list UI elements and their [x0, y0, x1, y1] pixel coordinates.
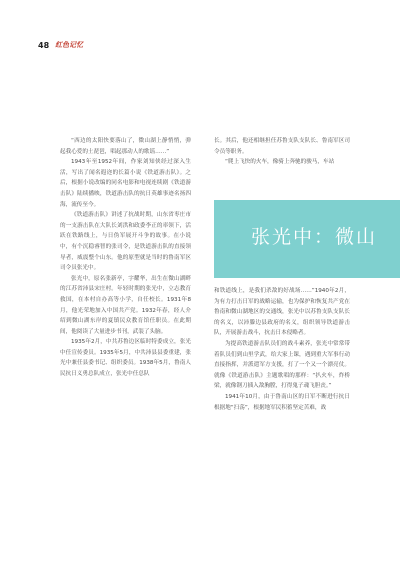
paragraph: 为提高铁道游击队员们的战斗素养，张光中常常带着队员们到山里学武，给大家上课，遇到重大军事行动直接指挥，并派遣军方支援，打了一个又一个漂亮仗。就像《铁道游击队》主题歌唱的那样：“扒火车，炸桥梁，就像钢刀插入敌胸膛，打得鬼子魂飞胆丧。”	[214, 340, 350, 390]
page-number: 48	[38, 40, 50, 50]
right-text-column-bottom	[214, 286, 350, 413]
paragraph: “西边的太阳快要落山了，微山湖上静悄悄，弹起我心爱的土琵琶，唱起那动人的歌谣……”	[60, 138, 191, 155]
paragraph: 1943年至1952年间，作家刘知侠经过深入生活，写出了闻名遐迩的长篇小说《铁道游击队》。之后，根据小说改编的同名电影和电视连续剧《铁道游击队》陆续播映，铁道游击队的抗日英雄事迹名扬四海，流传至今。	[60, 159, 191, 208]
paragraph: 《铁道游击队》讲述了抗战时期，山东省枣庄市的一支游击队在大队长刘洪和政委李正的率领下，活跃在铁路线上，与日伪军展开斗争的故事。在小说中，有个沉稳睿智的张司令，是铁道游击队的直接领导者，威震整个山东。他的原型就是当时的鲁南军区司令员张光中。	[60, 212, 191, 272]
page-header	[38, 39, 83, 51]
article-title-banner	[214, 200, 400, 278]
paragraph: “爬上飞快的火车，像骑上奔驰的骏马，车站	[225, 159, 335, 166]
paragraph: 1935年2月，中共苏鲁边区临时特委成立，张光中任宣传委员。1935年5月，中共沛县县委重建，张光中兼任县委书记、组织委员。1938年5月，鲁南人民抗日义勇总队成立，张光中任总队	[60, 339, 191, 378]
paragraph: 1941年10月，由于鲁南山区的日军不断进行抗日根据地“扫荡”，根据地军民积蓄坚定苦难，战	[214, 393, 350, 411]
left-text-column	[60, 136, 191, 380]
article-title: 张光中：微山	[251, 226, 378, 248]
paragraph: 长。其后，他还相继担任苏鲁支队支队长、鲁南军区司令员等职务。	[214, 138, 350, 155]
right-text-column-top	[214, 136, 350, 168]
paragraph: 和铁道线上，是我们杀敌的好战场……”1940年2月，为有力打击日军的战略运输，也为保护和恢复共产党在鲁南和微山湖地区的交通线，张光中以苏鲁支队支队长的名义，以沛滕边县政府的名义，组织领导铁道游击队，开展游击战斗，抗击日本侵略者。	[214, 288, 350, 337]
paragraph: 张光中，原名张新亭，字耀华，出生在微山湖畔的江苏省沛县宋庄村。年轻时期的张光中，立志教育救国，在本村自办高等小学，自任校长。1931年8月，他光荣地加入中国共产党。1932年春，经人介绍到微山湖东岸的夏镇民众教育馆任职员。在此期间，他阅读了大量进步书刊，武装了头脑。	[60, 275, 191, 335]
magazine-section-title: 红色记忆	[55, 41, 84, 49]
